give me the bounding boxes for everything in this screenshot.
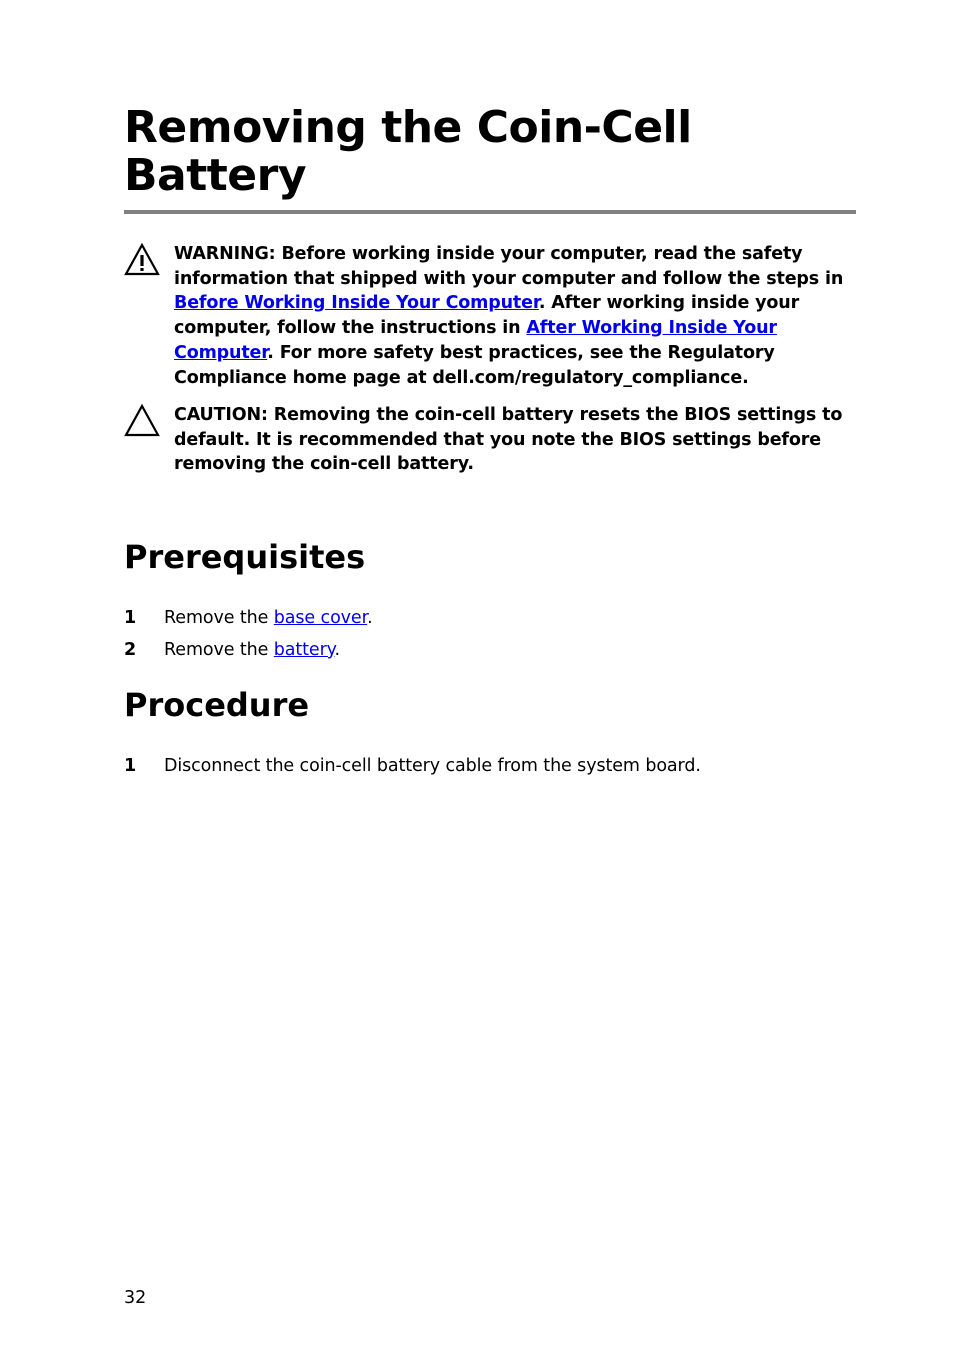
page-title xyxy=(124,104,824,200)
step-number: 2 xyxy=(124,640,137,660)
warning-text xyxy=(174,242,874,390)
prerequisite-step-1 xyxy=(124,605,856,631)
step-text: Disconnect the coin-cell battery cable from the system board. xyxy=(164,756,701,776)
procedure-heading: Procedure xyxy=(124,686,310,724)
page-title-line-1: Removing the Coin-Cell xyxy=(124,102,692,153)
title-rule xyxy=(124,210,856,214)
warning-triangle-exclamation-icon xyxy=(124,242,160,278)
warning-suffix: . For more safety best practices, see the Regulatory Compliance home page at dell.com/regulatory_compliance. xyxy=(174,342,775,388)
procedure-step-1 xyxy=(124,753,856,779)
step-prefix: Remove the xyxy=(164,608,274,628)
step-suffix: . xyxy=(367,608,373,628)
prerequisite-step-2 xyxy=(124,637,856,663)
after-working-link[interactable]: After Working Inside Your Computer xyxy=(174,318,777,363)
page-title-line-2: Battery xyxy=(124,150,307,201)
step-number: 1 xyxy=(124,608,137,628)
prerequisites-heading: Prerequisites xyxy=(124,538,366,576)
before-working-link[interactable]: Before Working Inside Your Computer xyxy=(174,293,539,314)
step-prefix: Remove the xyxy=(164,640,274,660)
step-number: 1 xyxy=(124,756,137,776)
base-cover-link[interactable]: base cover xyxy=(273,608,368,628)
battery-link[interactable]: battery xyxy=(273,640,335,660)
warning-middle: . After working inside your computer, follow the instructions in xyxy=(174,293,800,339)
step-text xyxy=(164,637,340,663)
warning-prefix: WARNING: Before working inside your computer, read the safety information that shipped with your computer and follow the steps in xyxy=(174,244,844,289)
caution-text: CAUTION: Removing the coin-cell battery resets the BIOS settings to default. It is recommended that you note the BIOS settings before removing the coin-cell battery. xyxy=(174,405,843,475)
step-suffix: . xyxy=(334,640,340,660)
step-text xyxy=(164,605,373,631)
page-number: 32 xyxy=(124,1288,147,1308)
caution-triangle-icon xyxy=(124,403,160,439)
